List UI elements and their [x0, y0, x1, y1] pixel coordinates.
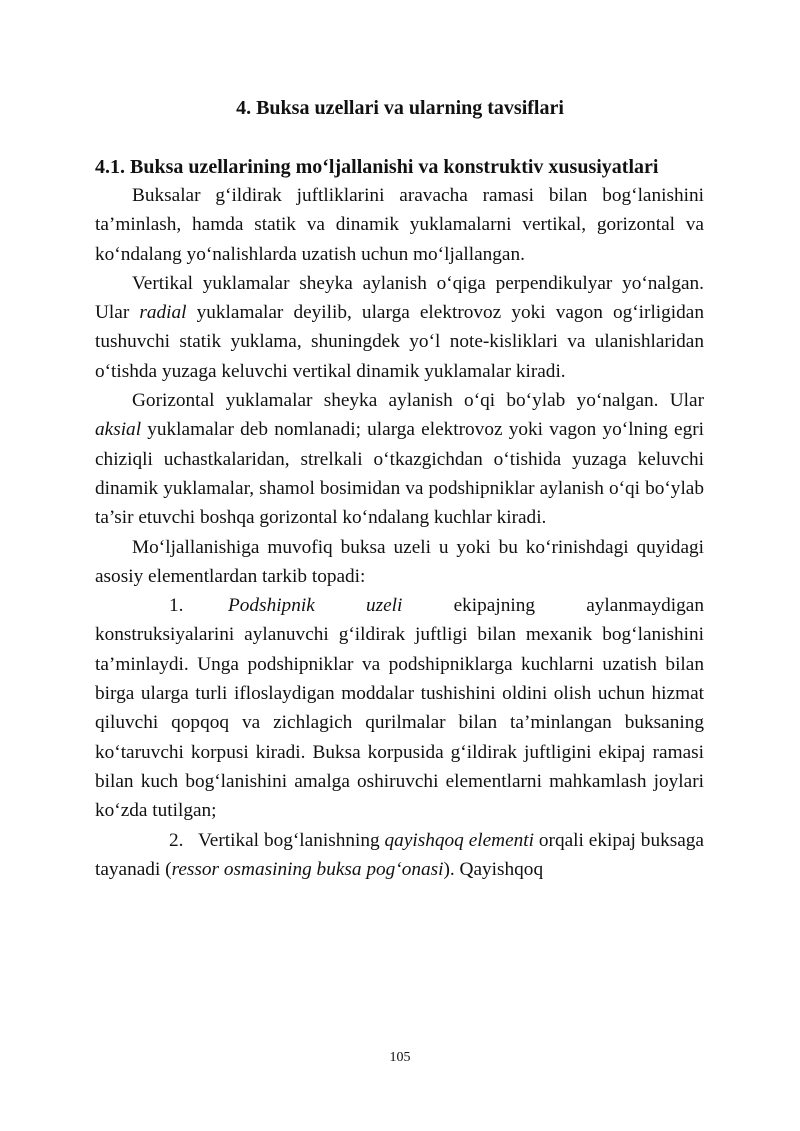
body-text — [95, 181, 704, 884]
list-item-number: 2. — [169, 829, 184, 851]
text-run: ekipajning aylanmaydigan konstruksiyalarini aylanuvchi g‘ildirak juftligi bilan mexanik bog‘lanishini ta’minlaydi. Unga podshipniklar va podshipniklarga kuchlarni uzatish bilan birga ularga turli ifloslaydigan moddalar tushishini oldini olish uchun hizmat qiluvchi qopqoq va zichlagich qurilmalar bilan ta’minlangan buksaning ko‘taruvchi korpusi kiradi. Buksa korpusida g‘ildirak juftligini ekipaj ramasi bilan kuch bog‘lanishini amalga oshiruvchi elementlarni mahkamlash joylari ko‘zda tutilgan; — [95, 595, 704, 822]
list-item-2 — [95, 826, 704, 885]
list-item-1 — [95, 591, 704, 825]
page-number: 105 — [389, 1050, 411, 1065]
paragraph-vertical-loads — [95, 269, 704, 386]
list-item-number: 1. — [169, 595, 184, 617]
term-radial: radial — [139, 302, 187, 324]
term-ressor-osmasi: ressor osmasining buksa pog‘onasi — [171, 858, 444, 880]
text-run: Gorizontal yuklamalar sheyka aylanish o‘qi bo‘ylab yo‘nalgan. Ular — [132, 390, 704, 412]
chapter-title: 4. Buksa uzellari va ularning tavsiflari — [236, 97, 564, 119]
text-run: ). Qayishqoq — [443, 858, 544, 880]
term-aksial: aksial — [95, 419, 142, 441]
text-run: yuklamalar deyilib, ularga elektrovoz yoki vagon og‘irligidan tushuvchi statik yuklama, shuningdek yo‘l note-kisliklari va ulanishlaridan o‘tishda yuzaga keluvchi vertikal dinamik yuklamalar kiradi. — [95, 302, 704, 382]
text-run: Vertikal bog‘lanishning — [198, 829, 385, 851]
paragraph-elements-intro: Mo‘ljallanishiga muvofiq buksa uzeli u yoki bu ko‘rinishdagi quyidagi asosiy elementlardan tarkib topadi: — [95, 536, 704, 587]
section-title: 4.1. Buksa uzellarining mo‘ljallanishi va konstruktiv xususiyatlari — [95, 156, 659, 178]
text-run: orqali ekipaj buksaga tayanadi ( — [95, 829, 704, 880]
paragraph-horizontal-loads — [95, 386, 704, 532]
paragraph-purpose: Buksalar g‘ildirak juftliklarini aravacha ramasi bilan bog‘lanishini ta’minlash, hamda statik va dinamik yuklamalarni vertikal, gorizontal va ko‘ndalang yo‘nalishlarda uzatish uchun mo‘ljallangan. — [95, 185, 704, 265]
term-qayishqoq-elementi: qayishqoq elementi — [384, 829, 535, 851]
term-podshipnik-uzeli: Podshipnik uzeli — [228, 595, 403, 617]
text-run: yuklamalar deb nomlanadi; ularga elektrovoz yoki vagon yo‘lning egri chiziqli uchastkalaridan, strelkali o‘tkazgichdan o‘tishida yuzaga keluvchi dinamik yuklamalar, shamol bosimidan va podshipniklar aylanish o‘qi bo‘ylab ta’sir etuvchi boshqa gorizontal ko‘ndalang kuchlar kiradi. — [95, 419, 704, 529]
text-run: Vertikal yuklamalar sheyka aylanish o‘qiga perpendikulyar yo‘nalgan. Ular — [95, 272, 704, 324]
